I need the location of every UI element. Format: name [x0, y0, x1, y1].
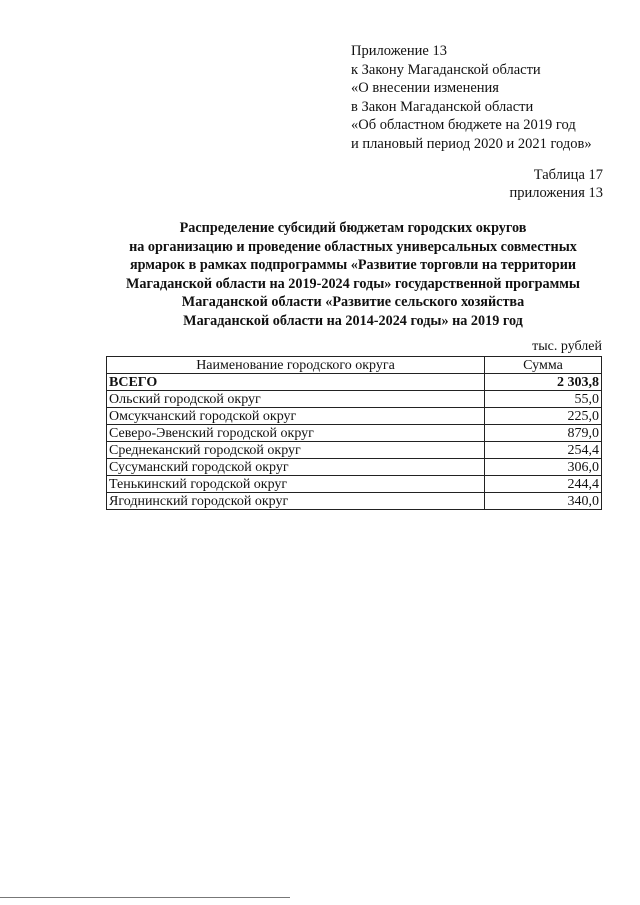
document-title — [60, 219, 640, 330]
table-header-row — [107, 357, 602, 374]
table-reference — [510, 166, 603, 202]
total-sum: 2 303,8 — [485, 374, 602, 391]
district-sum: 225,0 — [485, 408, 602, 425]
table-row — [107, 408, 602, 425]
title-line: Магаданской области на 2019-2024 годы» государственной программы — [126, 275, 580, 292]
district-name: Ольский городской округ — [107, 391, 485, 408]
appendix-line: «О внесении изменения — [351, 80, 499, 96]
table-row — [107, 459, 602, 476]
district-sum: 254,4 — [485, 442, 602, 459]
title-line: Магаданской области на 2014-2024 годы» на 2019 год — [183, 312, 523, 329]
district-sum: 879,0 — [485, 425, 602, 442]
district-sum: 244,4 — [485, 476, 602, 493]
appendix-line: к Закону Магаданской области — [351, 61, 541, 78]
header-name: Наименование городского округа — [107, 357, 485, 374]
table-row — [107, 391, 602, 408]
table-row — [107, 493, 602, 510]
district-name: Омсукчанский городской округ — [107, 408, 485, 425]
district-name: Сусуманский городской округ — [107, 459, 485, 476]
appendix-line: и плановый период 2020 и 2021 годов» — [351, 135, 592, 152]
district-name: Ягоднинский городской округ — [107, 493, 485, 510]
table-row — [107, 442, 602, 459]
units-label: тыс. рублей — [532, 339, 602, 354]
district-name: Северо-Эвенский городской округ — [107, 425, 485, 442]
title-line: ярмарок в рамках подпрограммы «Развитие торговли на территории — [129, 257, 577, 273]
scan-edge-line — [0, 897, 290, 898]
table-row — [107, 425, 602, 442]
header-sum: Сумма — [485, 357, 602, 374]
total-label: ВСЕГО — [107, 374, 485, 391]
total-row — [107, 374, 602, 391]
district-name: Тенькинский городской округ — [107, 476, 485, 493]
appendix-line: в Закон Магаданской области — [351, 98, 534, 115]
subsidy-table — [106, 356, 602, 510]
table-row — [107, 476, 602, 493]
table-appendix-ref: приложения 13 — [509, 185, 603, 201]
district-sum: 306,0 — [485, 459, 602, 476]
table-number: Таблица 17 — [533, 167, 603, 183]
title-line: Магаданской области «Развитие сельского хозяйства — [181, 294, 525, 310]
district-name: Среднеканский городской округ — [107, 442, 485, 459]
district-sum: 55,0 — [485, 391, 602, 408]
title-line: на организацию и проведение областных универсальных совместных — [129, 238, 577, 255]
appendix-line: Приложение 13 — [351, 43, 447, 59]
district-sum: 340,0 — [485, 493, 602, 510]
title-line: Распределение субсидий бюджетам городских округов — [179, 220, 527, 236]
appendix-note — [351, 42, 592, 153]
appendix-line: «Об областном бюджете на 2019 год — [351, 117, 576, 133]
